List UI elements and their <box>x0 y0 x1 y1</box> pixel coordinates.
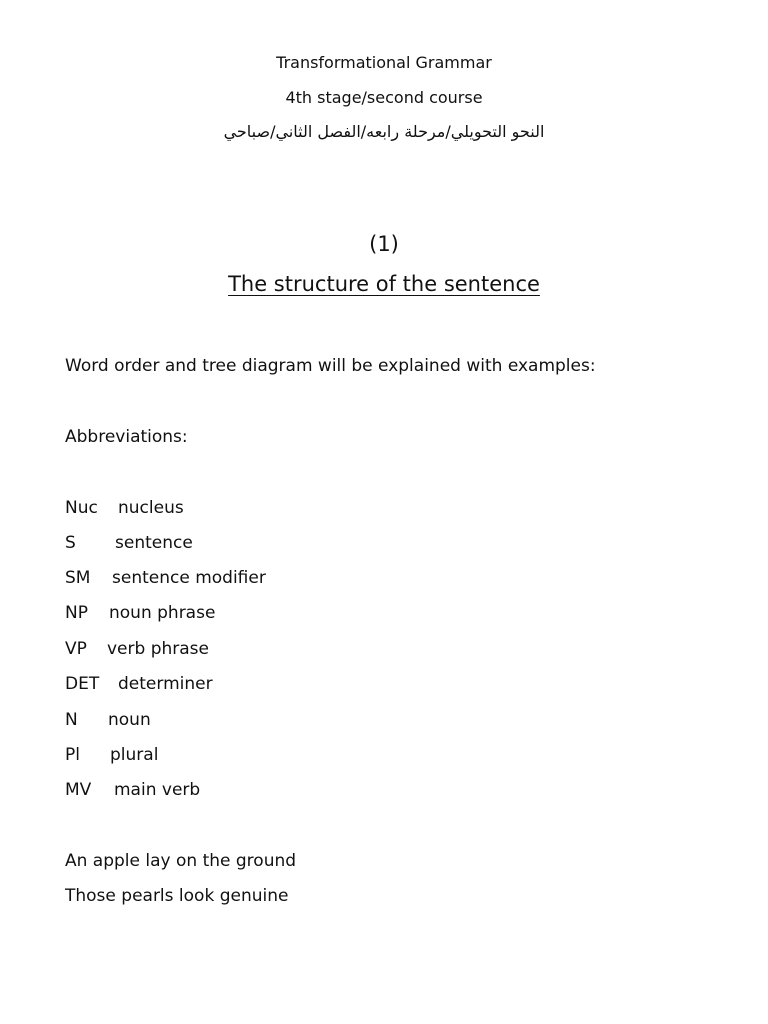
abbreviation-meaning: nucleus <box>118 498 184 518</box>
intro-text: Word order and tree diagram will be explained with examples: <box>65 356 596 376</box>
abbreviation-row <box>65 780 200 800</box>
abbreviation-meaning: determiner <box>118 674 213 694</box>
course-title: Transformational Grammar <box>276 53 492 72</box>
abbreviation-row <box>65 639 209 659</box>
stage-line: 4th stage/second course <box>285 88 483 107</box>
abbreviation-meaning: noun phrase <box>109 603 216 623</box>
abbreviation-code: DET <box>65 674 100 694</box>
abbreviation-code: MV <box>65 780 92 800</box>
section-number: (1) <box>369 232 399 256</box>
abbreviation-code: SM <box>65 568 91 588</box>
abbreviation-code: VP <box>65 639 87 659</box>
abbreviation-meaning: noun <box>108 710 151 730</box>
abbreviation-meaning: main verb <box>114 780 201 800</box>
abbreviation-row <box>65 533 193 553</box>
example-sentence: An apple lay on the ground <box>65 851 297 871</box>
abbreviations-heading: Abbreviations: <box>65 427 188 447</box>
example-sentence: Those pearls look genuine <box>65 886 289 906</box>
abbreviation-row <box>65 568 266 588</box>
abbreviation-code: Nuc <box>65 498 98 518</box>
section-title <box>0 272 768 296</box>
abbreviation-row <box>65 498 184 518</box>
abbreviation-code: S <box>65 533 76 553</box>
abbreviation-meaning: verb phrase <box>107 639 209 659</box>
abbreviation-row <box>65 674 213 694</box>
abbreviation-code: N <box>65 710 78 730</box>
abbreviation-row <box>65 710 151 730</box>
abbreviation-code: NP <box>65 603 88 623</box>
abbreviation-meaning: sentence <box>115 533 193 553</box>
arabic-course-line: النحو التحويلي/مرحلة رابعه/الفصل الثاني/صباحي <box>223 122 545 141</box>
abbreviation-meaning: plural <box>110 745 159 765</box>
section-title-text: The structure of the sentence <box>228 272 540 296</box>
abbreviation-row <box>65 745 158 765</box>
abbreviation-row <box>65 603 215 623</box>
abbreviation-code: Pl <box>65 745 80 765</box>
abbreviation-meaning: sentence modifier <box>112 568 266 588</box>
